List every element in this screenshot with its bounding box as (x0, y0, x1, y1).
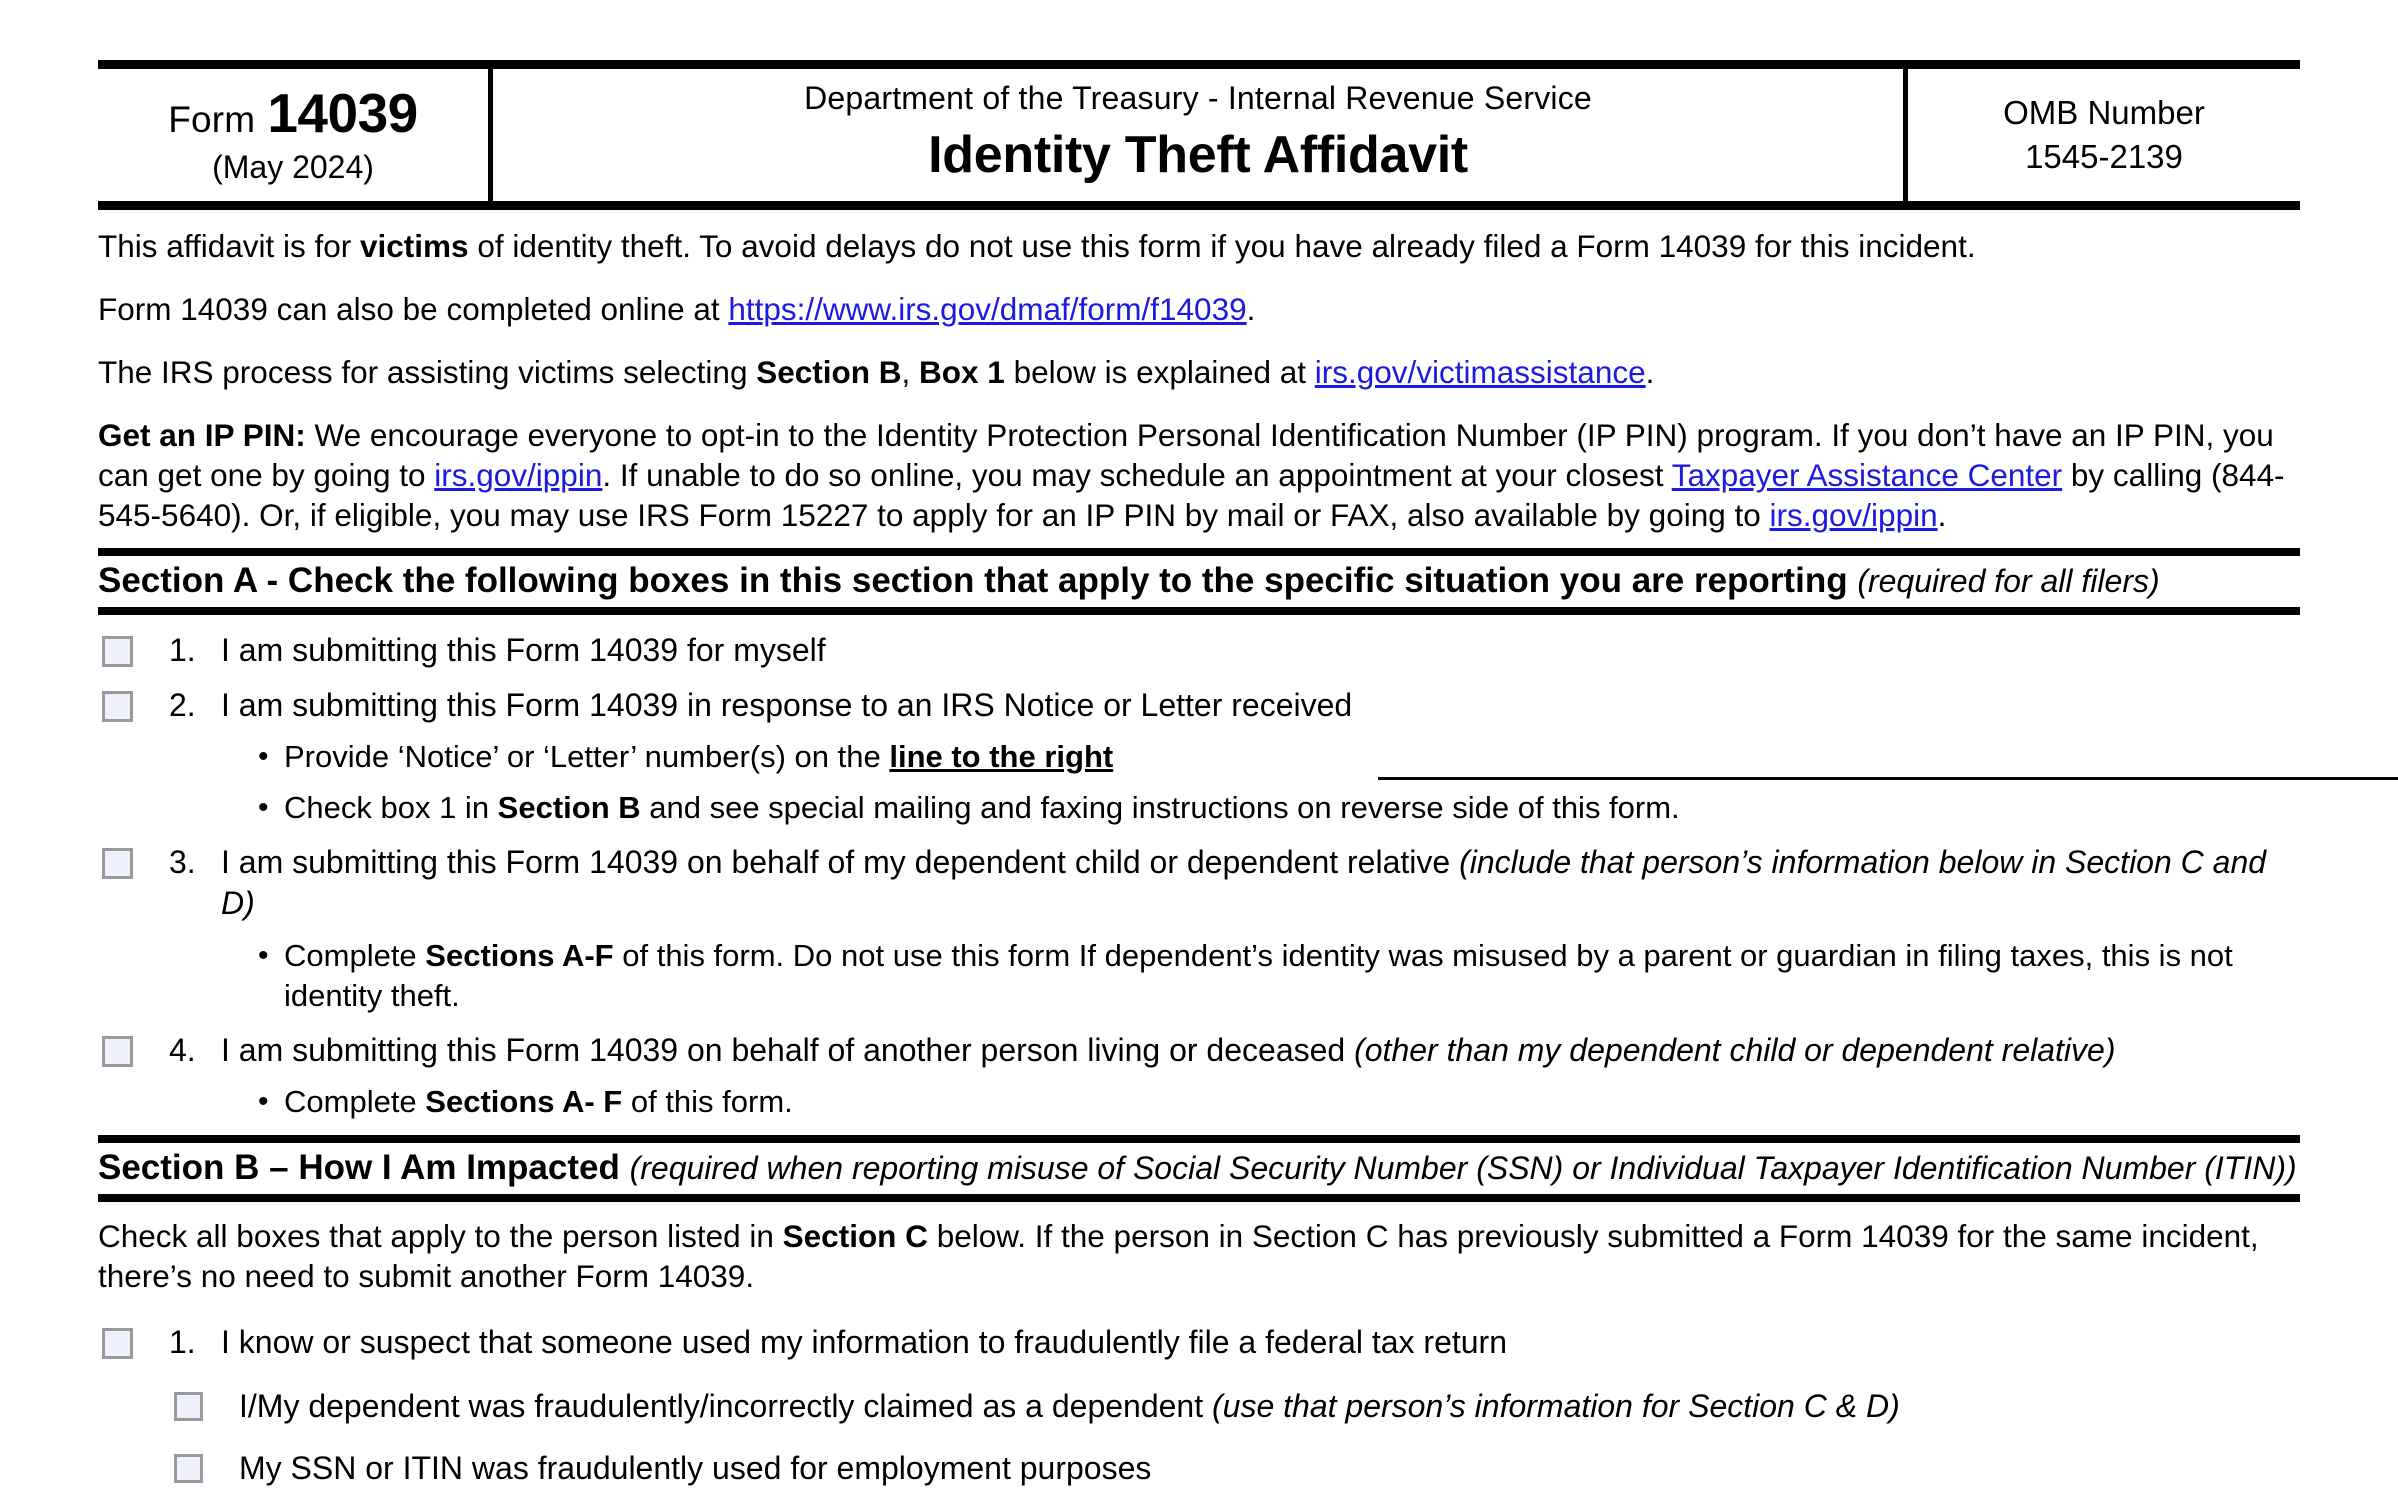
section-a-item-3-number: 3. (169, 843, 196, 880)
b4-1-text-c: of this form. (622, 1084, 793, 1120)
b2-2-section-b-bold: Section B (497, 790, 641, 826)
section-b-subitem-2[interactable] (98, 1448, 2300, 1489)
section-a-header (98, 548, 2300, 615)
irs-gov-ippin-link-1[interactable]: irs.gov/ippin (434, 457, 603, 493)
section-b-intro-paragraph (98, 1216, 2300, 1296)
intro-paragraph-ippin (98, 415, 2300, 535)
checkbox-b1[interactable] (102, 1328, 133, 1359)
section-a-item-1-label: I am submitting this Form 14039 for myself (221, 632, 826, 668)
a3-text-a: I am submitting this Form 14039 on behalf of my dependent child or dependent relative (221, 843, 1460, 880)
section-a-item-4-bullet-1-text (284, 1082, 2300, 1122)
online-form-link[interactable]: https://www.irs.gov/dmaf/form/f14039 (728, 291, 1247, 327)
section-a-item-3-label (221, 842, 2300, 925)
line-to-the-right-emphasis: line to the right (889, 739, 1114, 775)
checkbox-a4[interactable] (102, 1036, 133, 1067)
ippin-text-a: We encourage everyone to opt-in to the Identity Protection Personal Identification Number (IP PIN) program. If you don’t have an IP PIN, you can get one by going to (98, 417, 2274, 493)
b3-1-text-c: of this form. Do not use this form If dependent’s identity was misused by a parent or guardian in filing taxes, this is not identity theft. (284, 937, 2233, 1014)
b3-1-text-a: Complete (284, 937, 426, 973)
header-form-identity (98, 69, 493, 201)
section-a-item-2-label: I am submitting this Form 14039 in response to an IRS Notice or Letter received (221, 686, 1353, 723)
b4-1-sections-af-bold: Sections A- F (425, 1084, 623, 1120)
intro-p2-text-b: . (1246, 291, 1256, 327)
form-header (98, 69, 2300, 210)
header-omb-box (1908, 69, 2300, 201)
form-page (0, 60, 2398, 1486)
a4-text-a: I am submitting this Form 14039 on behalf of another person living or deceased (221, 1031, 1355, 1068)
section-b-intro-section-c-bold: Section C (782, 1218, 928, 1255)
omb-number-label: OMB Number (2003, 93, 2205, 131)
form-title: Identity Theft Affidavit (928, 125, 1468, 184)
checkbox-a1[interactable] (102, 636, 133, 667)
omb-number-value: 1545-2139 (2025, 138, 2183, 175)
irs-gov-ippin-link-2[interactable]: irs.gov/ippin (1769, 497, 1938, 533)
checkbox-b1-sub-dependent-claimed[interactable] (174, 1392, 203, 1421)
section-a-item-2-bullet-2 (258, 788, 2300, 828)
b4-1-text-a: Complete (284, 1084, 426, 1120)
intro-paragraph-3 (98, 352, 2300, 392)
section-a-item-3-bullet-1 (258, 936, 2300, 1017)
section-b-intro-c: below. If the person in Section C has previously submitted a Form 14039 for the same incident, there’s no need to submit another Form 14039. (98, 1218, 2259, 1295)
a4-text-italic: (other than my dependent child or dependent relative) (1354, 1031, 2116, 1068)
section-a-item-3-bullet-1-text (284, 936, 2300, 1017)
section-a-item-4-bullet-1 (258, 1082, 2300, 1122)
form-revision-date: (May 2024) (212, 148, 374, 185)
intro-p3-text-c: , (901, 354, 920, 390)
victim-assistance-link[interactable]: irs.gov/victimassistance (1314, 354, 1646, 390)
section-a-heading-text: Section A - Check the following boxes in this section that apply to the specific situation you are reporting (98, 561, 1848, 600)
form-word-label: Form (168, 98, 256, 140)
intro-p1-text-c: of identity theft. To avoid delays do not use this form if you have already filed a Form 14039 for this incident. (468, 228, 1976, 264)
section-b-item-1-label: I know or suspect that someone used my information to fraudulently file a federal tax return (221, 1324, 1507, 1361)
intro-block (98, 210, 2300, 535)
b-sub1-text-a: I/My dependent was fraudulently/incorrectly claimed as a dependent (239, 1388, 1212, 1425)
section-a-item-4[interactable] (98, 1030, 2300, 1072)
b2-1-text-a: Provide ‘Notice’ or ‘Letter’ number(s) on the (284, 739, 890, 775)
ippin-text-c: by calling (844-545-5640). Or, if eligible, you may use IRS Form 15227 to apply for an IP PIN by mail or FAX, also available by going to (98, 457, 2285, 533)
checkbox-a2[interactable] (102, 691, 133, 722)
section-a-item-1[interactable] (98, 630, 2300, 672)
intro-paragraph-2 (98, 289, 2300, 329)
bullet-dot-icon: • (258, 938, 269, 972)
section-b-intro-a: Check all boxes that apply to the person listed in (98, 1218, 783, 1255)
bullet-dot-icon: • (258, 791, 269, 825)
intro-p3-text-f: . (1645, 354, 1655, 390)
bullet-dot-icon: • (258, 1085, 269, 1119)
section-b-item-1-number: 1. (169, 1324, 196, 1361)
ippin-text-d: . (1937, 497, 1947, 533)
intro-p1-victims-bold: victims (360, 228, 469, 264)
department-label: Department of the Treasury - Internal Revenue Service (804, 79, 1592, 116)
b-sub1-text-italic: (use that person’s information for Section C & D) (1212, 1388, 1900, 1425)
section-b-subitem-1[interactable] (98, 1386, 2300, 1428)
notice-letter-number-input-line[interactable] (1378, 777, 2398, 780)
section-b-qualifier: (required when reporting misuse of Social Security Number (SSN) or Individual Taxpayer Identification Number (ITIN)) (629, 1150, 2297, 1187)
section-a-item-3[interactable] (98, 842, 2300, 925)
intro-p3-section-b-bold: Section B (756, 354, 902, 390)
section-a-item-2[interactable] (98, 685, 2300, 727)
bullet-dot-icon: • (258, 740, 269, 774)
b2-2-text-a: Check box 1 in (284, 790, 498, 826)
b3-1-sections-af-bold: Sections A-F (425, 937, 614, 973)
section-a-item-1-number: 1. (169, 632, 196, 668)
intro-p1-text-a: This affidavit is for (98, 228, 361, 264)
section-a-item-2-bullet-1 (258, 737, 2300, 777)
form-number: 14039 (267, 81, 418, 144)
b2-2-text-c: and see special mailing and faxing instructions on reverse side of this form. (640, 790, 1680, 826)
intro-p3-text-a: The IRS process for assisting victims selecting (98, 354, 757, 390)
intro-p3-text-e: below is explained at (1004, 354, 1315, 390)
section-a-item-2-number: 2. (169, 686, 196, 723)
intro-p2-text-a: Form 14039 can also be completed online at (98, 291, 729, 327)
section-b-header (98, 1135, 2300, 1202)
header-top-rule (98, 60, 2300, 69)
section-b-heading-text: Section B – How I Am Impacted (98, 1148, 620, 1188)
intro-paragraph-1 (98, 226, 2300, 266)
a3-text-italic: (include that person’s information below in Section C and D) (221, 843, 2267, 922)
section-b-subitem-1-label (239, 1386, 2300, 1428)
taxpayer-assistance-center-link[interactable]: Taxpayer Assistance Center (1671, 457, 2063, 493)
checkbox-b1-sub-ssn-employment[interactable] (174, 1454, 203, 1483)
section-a-item-4-label (221, 1030, 2300, 1072)
section-b-item-1[interactable] (98, 1322, 2300, 1364)
ippin-text-b: . If unable to do so online, you may schedule an appointment at your closest (602, 457, 1672, 493)
checkbox-a3[interactable] (102, 848, 133, 879)
section-a-qualifier: (required for all filers) (1857, 563, 2160, 599)
header-agency-title (493, 69, 1908, 201)
section-a-item-2-bullet-2-text (284, 788, 2300, 828)
intro-p3-box1-bold: Box 1 (919, 354, 1005, 390)
form-number-line (168, 81, 418, 145)
section-a-item-4-number: 4. (169, 1031, 196, 1068)
get-ip-pin-bold-label: Get an IP PIN: (98, 417, 306, 453)
section-b-subitem-2-label: My SSN or ITIN was fraudulently used for employment purposes (239, 1449, 1152, 1486)
section-a-item-2-bullet-1-text (284, 737, 2300, 777)
